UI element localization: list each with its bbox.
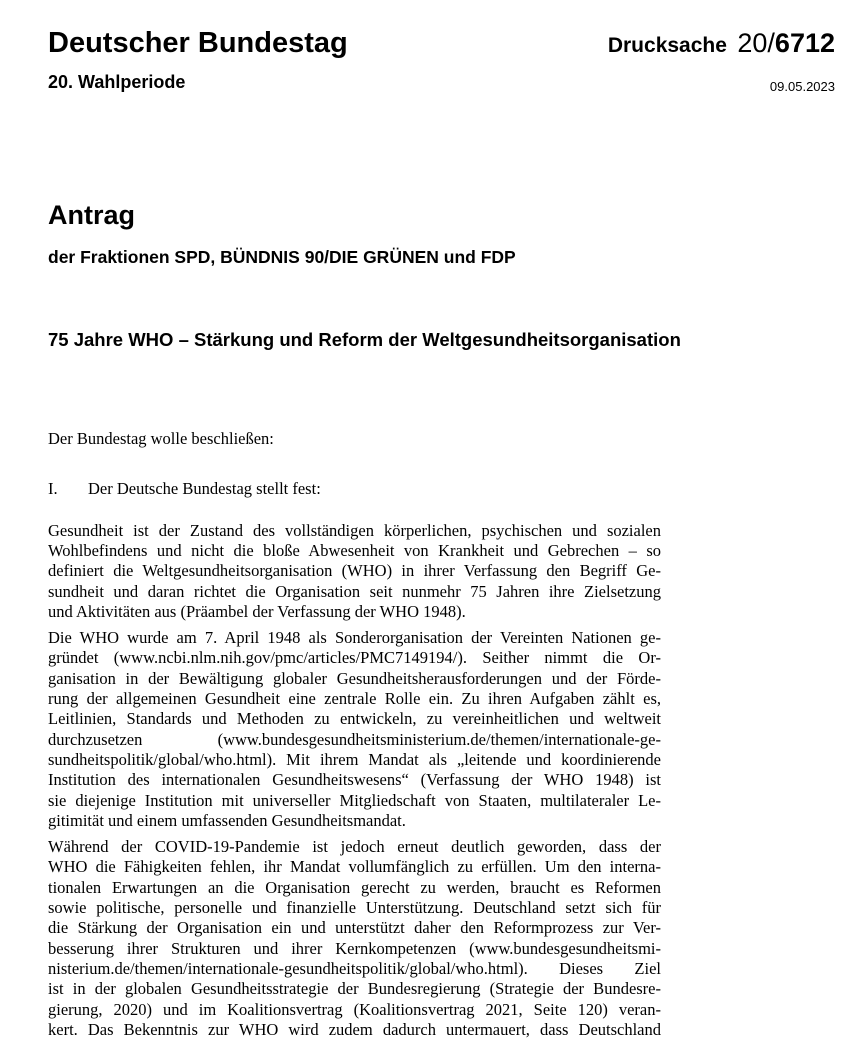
section-heading-line	[48, 479, 835, 499]
paragraph-line: gründet (www.ncbi.nlm.nih.gov/pmc/articles/PMC7149194/). Seither nimmt die Or-	[48, 648, 661, 668]
body-paragraphs	[48, 521, 661, 1040]
paragraph-line: Leitlinien, Standards und Methoden zu entwickeln, zu vereinheitlichen und weltweit	[48, 709, 661, 729]
paragraph-line: Die WHO wurde am 7. April 1948 als Sonderorganisation der Vereinten Nationen ge-	[48, 628, 661, 648]
paragraph-line: Wohlbefindens und nicht die bloße Abwesenheit von Krankheit und Gebrechen – so	[48, 540, 661, 560]
section-number: I.	[48, 479, 58, 499]
paragraph-line: und Aktivitäten aus (Präambel der Verfassung der WHO 1948).	[48, 601, 466, 621]
document-kind-title: Antrag	[48, 199, 135, 230]
paragraph	[48, 521, 661, 622]
paragraph-line: definiert die Weltgesundheitsorganisation (WHO) in ihrer Verfassung den Begriff Ge-	[48, 561, 661, 581]
paragraph-line: gitimität und einem umfassenden Gesundheitsmandat.	[48, 810, 406, 830]
paragraph-line: sundheit und daran richtet die Organisation seit nunmehr 75 Jahren ihre Zielsetzung	[48, 581, 661, 601]
paragraph-line: sundheitspolitik/global/who.html). Mit ihrem Mandat als „leitende und koordinierende	[48, 749, 661, 769]
submitting-factions: der Fraktionen SPD, BÜNDNIS 90/DIE GRÜNEN und FDP	[48, 246, 516, 267]
document-number-value: 6712	[774, 28, 835, 58]
paragraph-line: tionalen Erwartungen an die Organisation gerecht zu werden, braucht es Reformen	[48, 877, 661, 897]
institution-name: Deutscher Bundestag	[48, 27, 348, 59]
paragraph-line: WHO die Fähigkeiten fehlen, ihr Mandat vollumfänglich zu erfüllen. Um den interna-	[48, 857, 661, 877]
paragraph-line: Während der COVID-19-Pandemie ist jedoch erneut deutlich geworden, dass der	[48, 837, 661, 857]
paragraph-line: besserung ihrer Strukturen und ihrer Kernkompetenzen (www.bundesgesundheitsmi-	[48, 938, 661, 958]
document-number-label: Drucksache	[607, 34, 727, 57]
paragraph-line: rung der allgemeinen Gesundheit eine zentrale Rolle ein. Zu ihren Aufgaben zählt es,	[48, 689, 661, 709]
paragraph-line: durchzusetzen (www.bundesgesundheitsministerium.de/themen/internationale-ge-	[48, 729, 661, 749]
document-header-row-2	[48, 72, 835, 93]
paragraph-line: sowie politische, personelle und finanzielle Unterstützung. Deutschland setzt sich für	[48, 898, 661, 918]
paragraph-line: Institution des internationalen Gesundheitswesens“ (Verfassung der WHO 1948) ist	[48, 770, 661, 790]
paragraph-line: kert. Das Bekenntnis zur WHO wird zudem dadurch untermauert, dass Deutschland	[48, 1019, 661, 1039]
paragraph-line: Gesundheit ist der Zustand des vollständigen körperlichen, psychischen und sozialen	[48, 520, 661, 540]
legislative-period: 20. Wahlperiode	[48, 71, 186, 92]
paragraph-line: ist in der globalen Gesundheitsstrategie der Bundesregierung (Strategie der Bundesre-	[48, 979, 661, 999]
paragraph-line: nisterium.de/themen/internationale-gesundheitspolitik/global/who.html). Dieses Ziel	[48, 958, 661, 978]
paragraph	[48, 628, 661, 831]
paragraph	[48, 837, 661, 1040]
paragraph-line: die Stärkung der Organisation ein und unterstützt daher den Reformprozess zur Ver-	[48, 918, 661, 938]
resolution-intro: Der Bundestag wolle beschließen:	[48, 429, 274, 449]
paragraph-line: ganisation in der Bewältigung globaler Gesundheitsherausforderungen und der Förde-	[48, 668, 661, 688]
paragraph-line: sie diejenige Institution mit universeller Mitgliedschaft von Staaten, multilateraler Le-	[48, 790, 661, 810]
document-header-row-1	[48, 28, 835, 60]
paragraph-line: gierung, 2020) und im Koalitionsvertrag (Koalitionsvertrag 2021, Seite 120) veran-	[48, 999, 661, 1019]
document-number-prefix: 20/	[737, 28, 775, 58]
document-number	[608, 28, 835, 59]
document-subject-title: 75 Jahre WHO – Stärkung und Reform der Weltgesundheitsorganisation	[48, 328, 681, 350]
document-date: 09.05.2023	[769, 78, 835, 94]
section-heading: Der Deutsche Bundestag stellt fest:	[88, 479, 321, 499]
